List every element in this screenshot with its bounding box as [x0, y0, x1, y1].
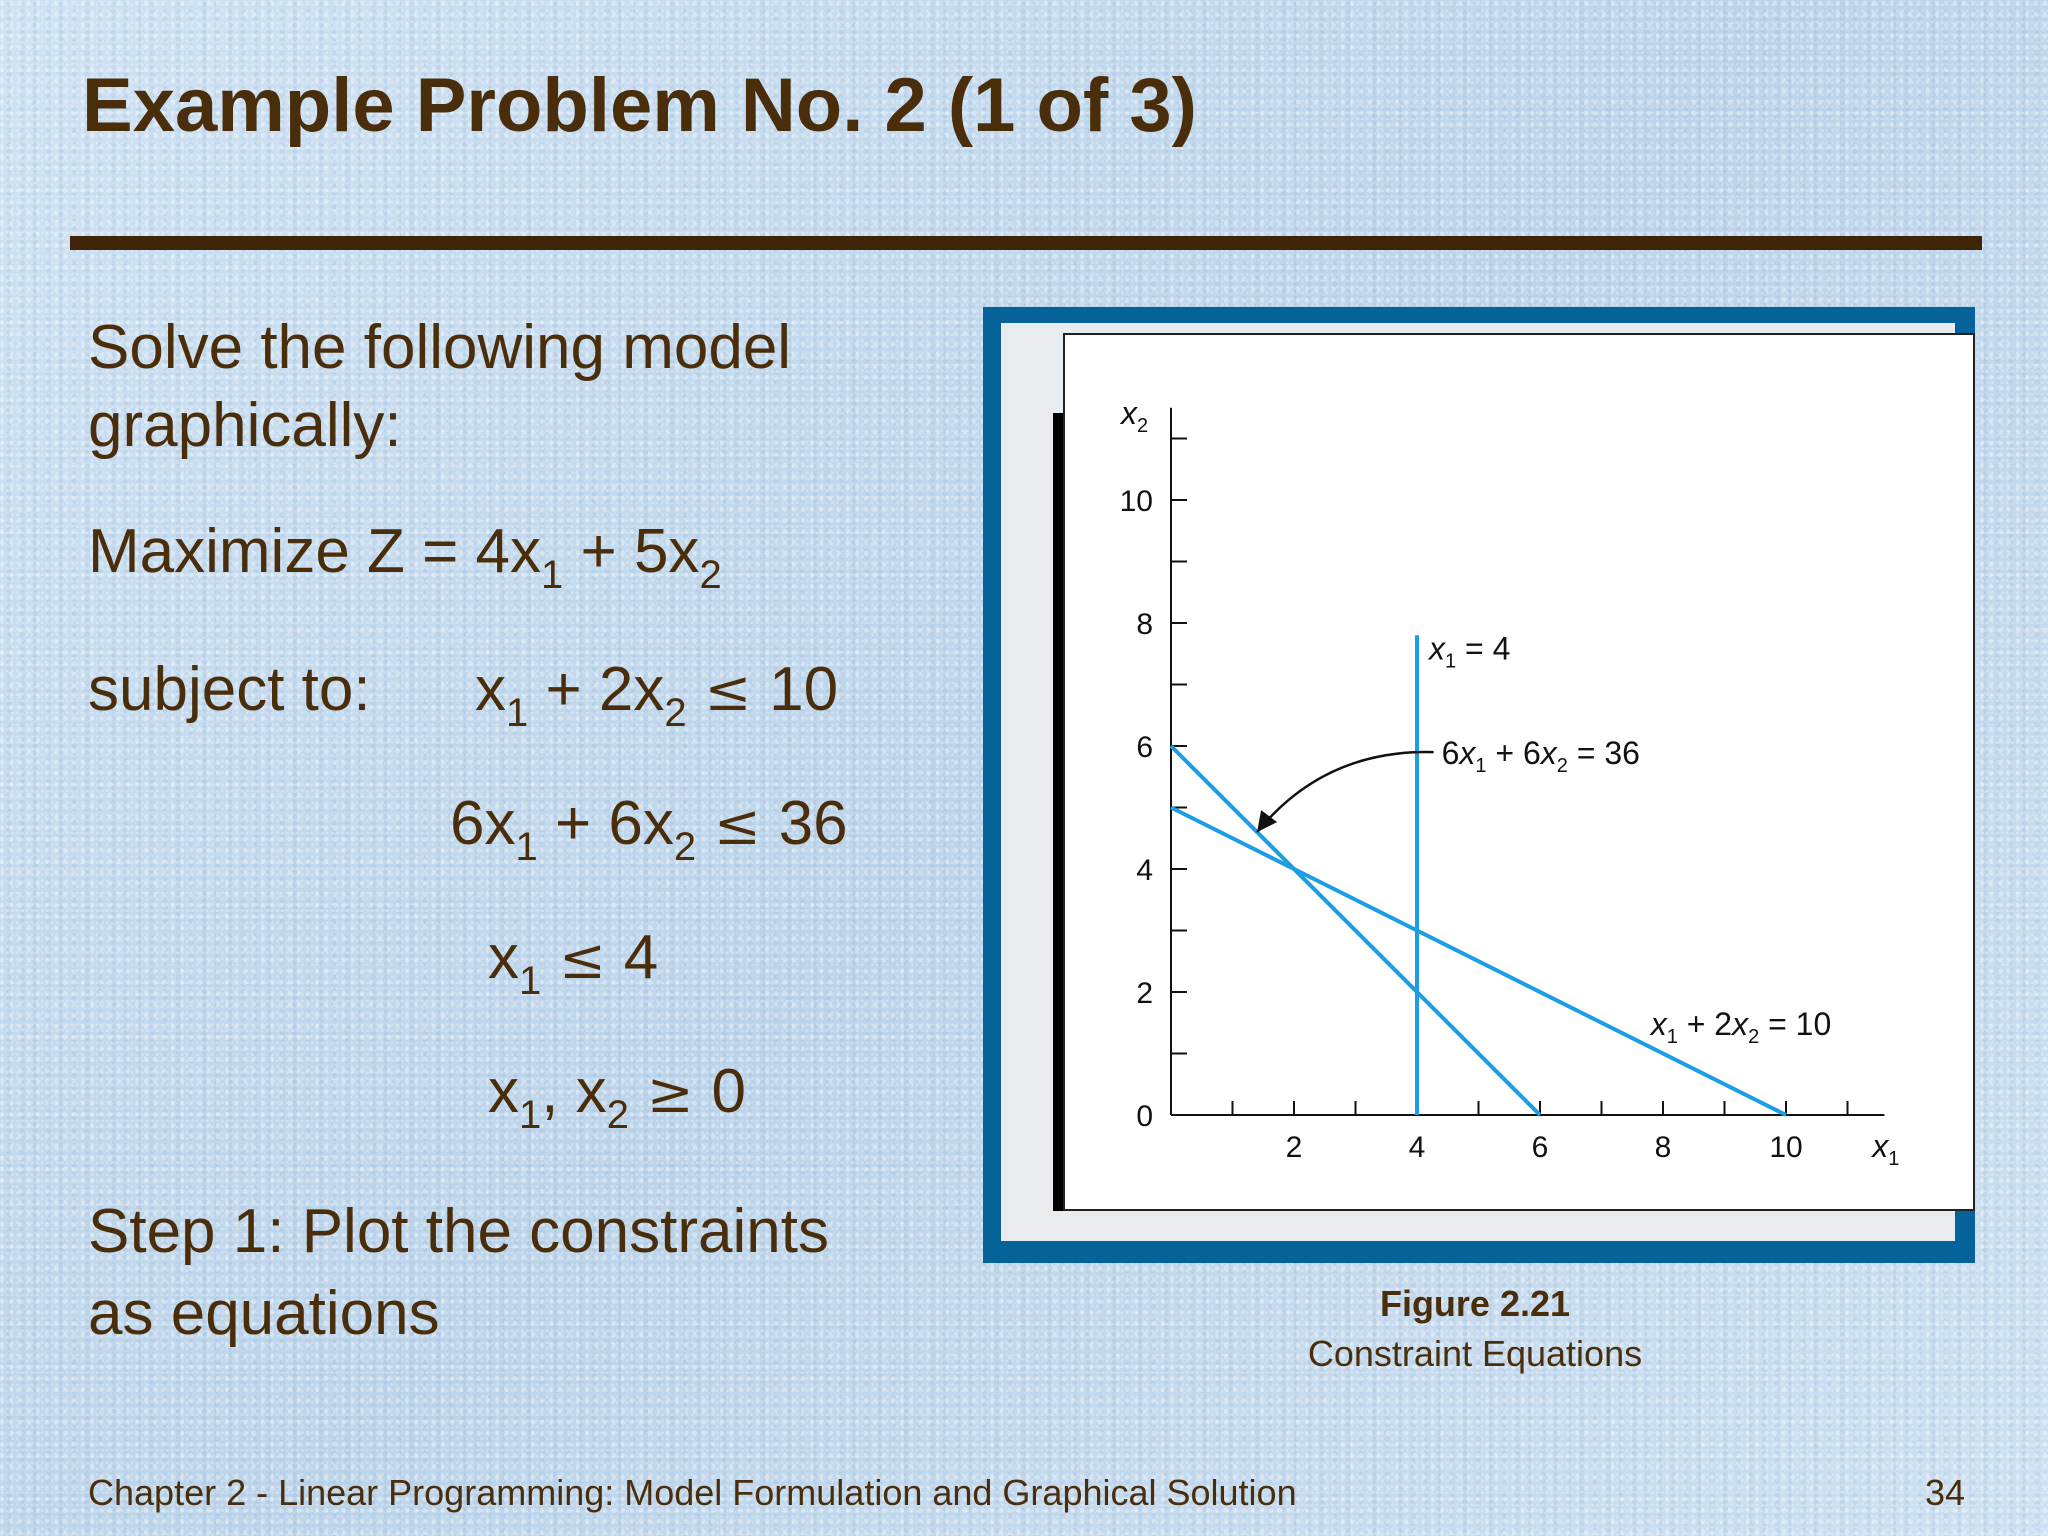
- series-line-3: [1171, 808, 1786, 1116]
- figure-frame: [983, 307, 1975, 1263]
- chart-svg: [1065, 335, 1973, 1209]
- constraint-4-rhs: 0: [711, 1057, 746, 1126]
- constraint-4-term-b: , x: [541, 1057, 607, 1126]
- constraint-2-term-a: 6x: [450, 789, 516, 858]
- y-tick-label: 6: [1136, 731, 1153, 764]
- y-tick-label: 10: [1119, 485, 1153, 518]
- x-tick-label: 2: [1285, 1131, 1303, 1164]
- subject-to-label: subject to:: [88, 655, 371, 724]
- step-line-1: Step 1: Plot the constraints: [88, 1197, 829, 1266]
- y-tick-label: 0: [1136, 1100, 1153, 1133]
- objective-text: Maximize Z = 4x: [88, 517, 542, 586]
- x-tick-label: 8: [1654, 1131, 1672, 1164]
- constraint-4: [488, 1050, 746, 1136]
- constraint-1: [475, 648, 838, 734]
- series-label-6x1-6x2-36: $6x_1 + 6x_2 = 36$: [1441, 735, 1640, 778]
- figure-inner-mat: [1001, 323, 1955, 1241]
- series-line-2: [1171, 746, 1540, 1115]
- constraint-3-rhs: 4: [623, 923, 659, 992]
- objective-sub-2: 2: [699, 553, 722, 597]
- constraint-chart: [1063, 333, 1975, 1211]
- figure-title: Figure 2.21: [1379, 1283, 1571, 1324]
- objective-mid: + 5x: [563, 517, 700, 586]
- constraint-2-term-b: + 6x: [537, 789, 674, 858]
- slide-title: Example Problem No. 2 (1 of 3): [82, 63, 1197, 148]
- intro-line-2: graphically:: [88, 391, 402, 460]
- y-tick-label: 4: [1136, 854, 1153, 887]
- x-axis-label: $x_1$: [1872, 1128, 1900, 1170]
- intro-line-1: Solve the following model: [88, 313, 792, 382]
- series-label-x1-2x2-10: $x_1 + 2x_2 = 10$: [1650, 1005, 1832, 1048]
- constraint-3-term-a: x: [488, 923, 519, 992]
- title-divider: [70, 236, 1982, 250]
- constraint-4-sub-2: 2: [606, 1093, 629, 1137]
- y-tick-label: 2: [1136, 977, 1153, 1010]
- constraint-3: [488, 916, 658, 1002]
- objective-sub-1: 1: [541, 553, 564, 597]
- constraint-1-rhs: 10: [769, 655, 839, 724]
- constraint-2: [450, 782, 848, 868]
- constraint-1-sub-1: 1: [506, 691, 529, 735]
- y-axis-label: $x_2$: [1121, 394, 1149, 437]
- figure-caption: Constraint Equations: [1307, 1333, 1643, 1374]
- constraint-1-term-a: x: [475, 655, 506, 724]
- constraint-1-sub-2: 2: [664, 691, 687, 735]
- objective-function: [88, 510, 722, 597]
- x-tick-label: 4: [1408, 1131, 1426, 1164]
- y-tick-label: 8: [1136, 608, 1153, 641]
- x-tick-label: 10: [1769, 1131, 1803, 1164]
- page-number: 34: [1924, 1472, 1965, 1513]
- constraint-2-sub-2: 2: [673, 825, 697, 869]
- constraint-3-relation: ≤: [541, 927, 624, 992]
- annotation-arrow: [1257, 752, 1434, 832]
- constraint-1-relation: ≤: [686, 659, 770, 724]
- constraint-4-sub-1: 1: [519, 1093, 542, 1137]
- series-label-x1-eq-4: $x_1 = 4$: [1429, 630, 1511, 673]
- constraint-1-term-b: + 2x: [528, 655, 665, 724]
- constraint-4-relation: ≥: [628, 1061, 712, 1126]
- slide-footer: Chapter 2 - Linear Programming: Model Formulation and Graphical Solution: [88, 1472, 1297, 1513]
- constraint-4-term-a: x: [488, 1057, 519, 1126]
- x-tick-label: 6: [1531, 1131, 1549, 1164]
- constraint-2-rhs: 36: [778, 789, 848, 858]
- constraint-3-sub-1: 1: [519, 959, 542, 1003]
- constraint-2-sub-1: 1: [515, 825, 538, 869]
- constraint-2-relation: ≤: [696, 793, 779, 858]
- step-line-2: as equations: [88, 1279, 440, 1348]
